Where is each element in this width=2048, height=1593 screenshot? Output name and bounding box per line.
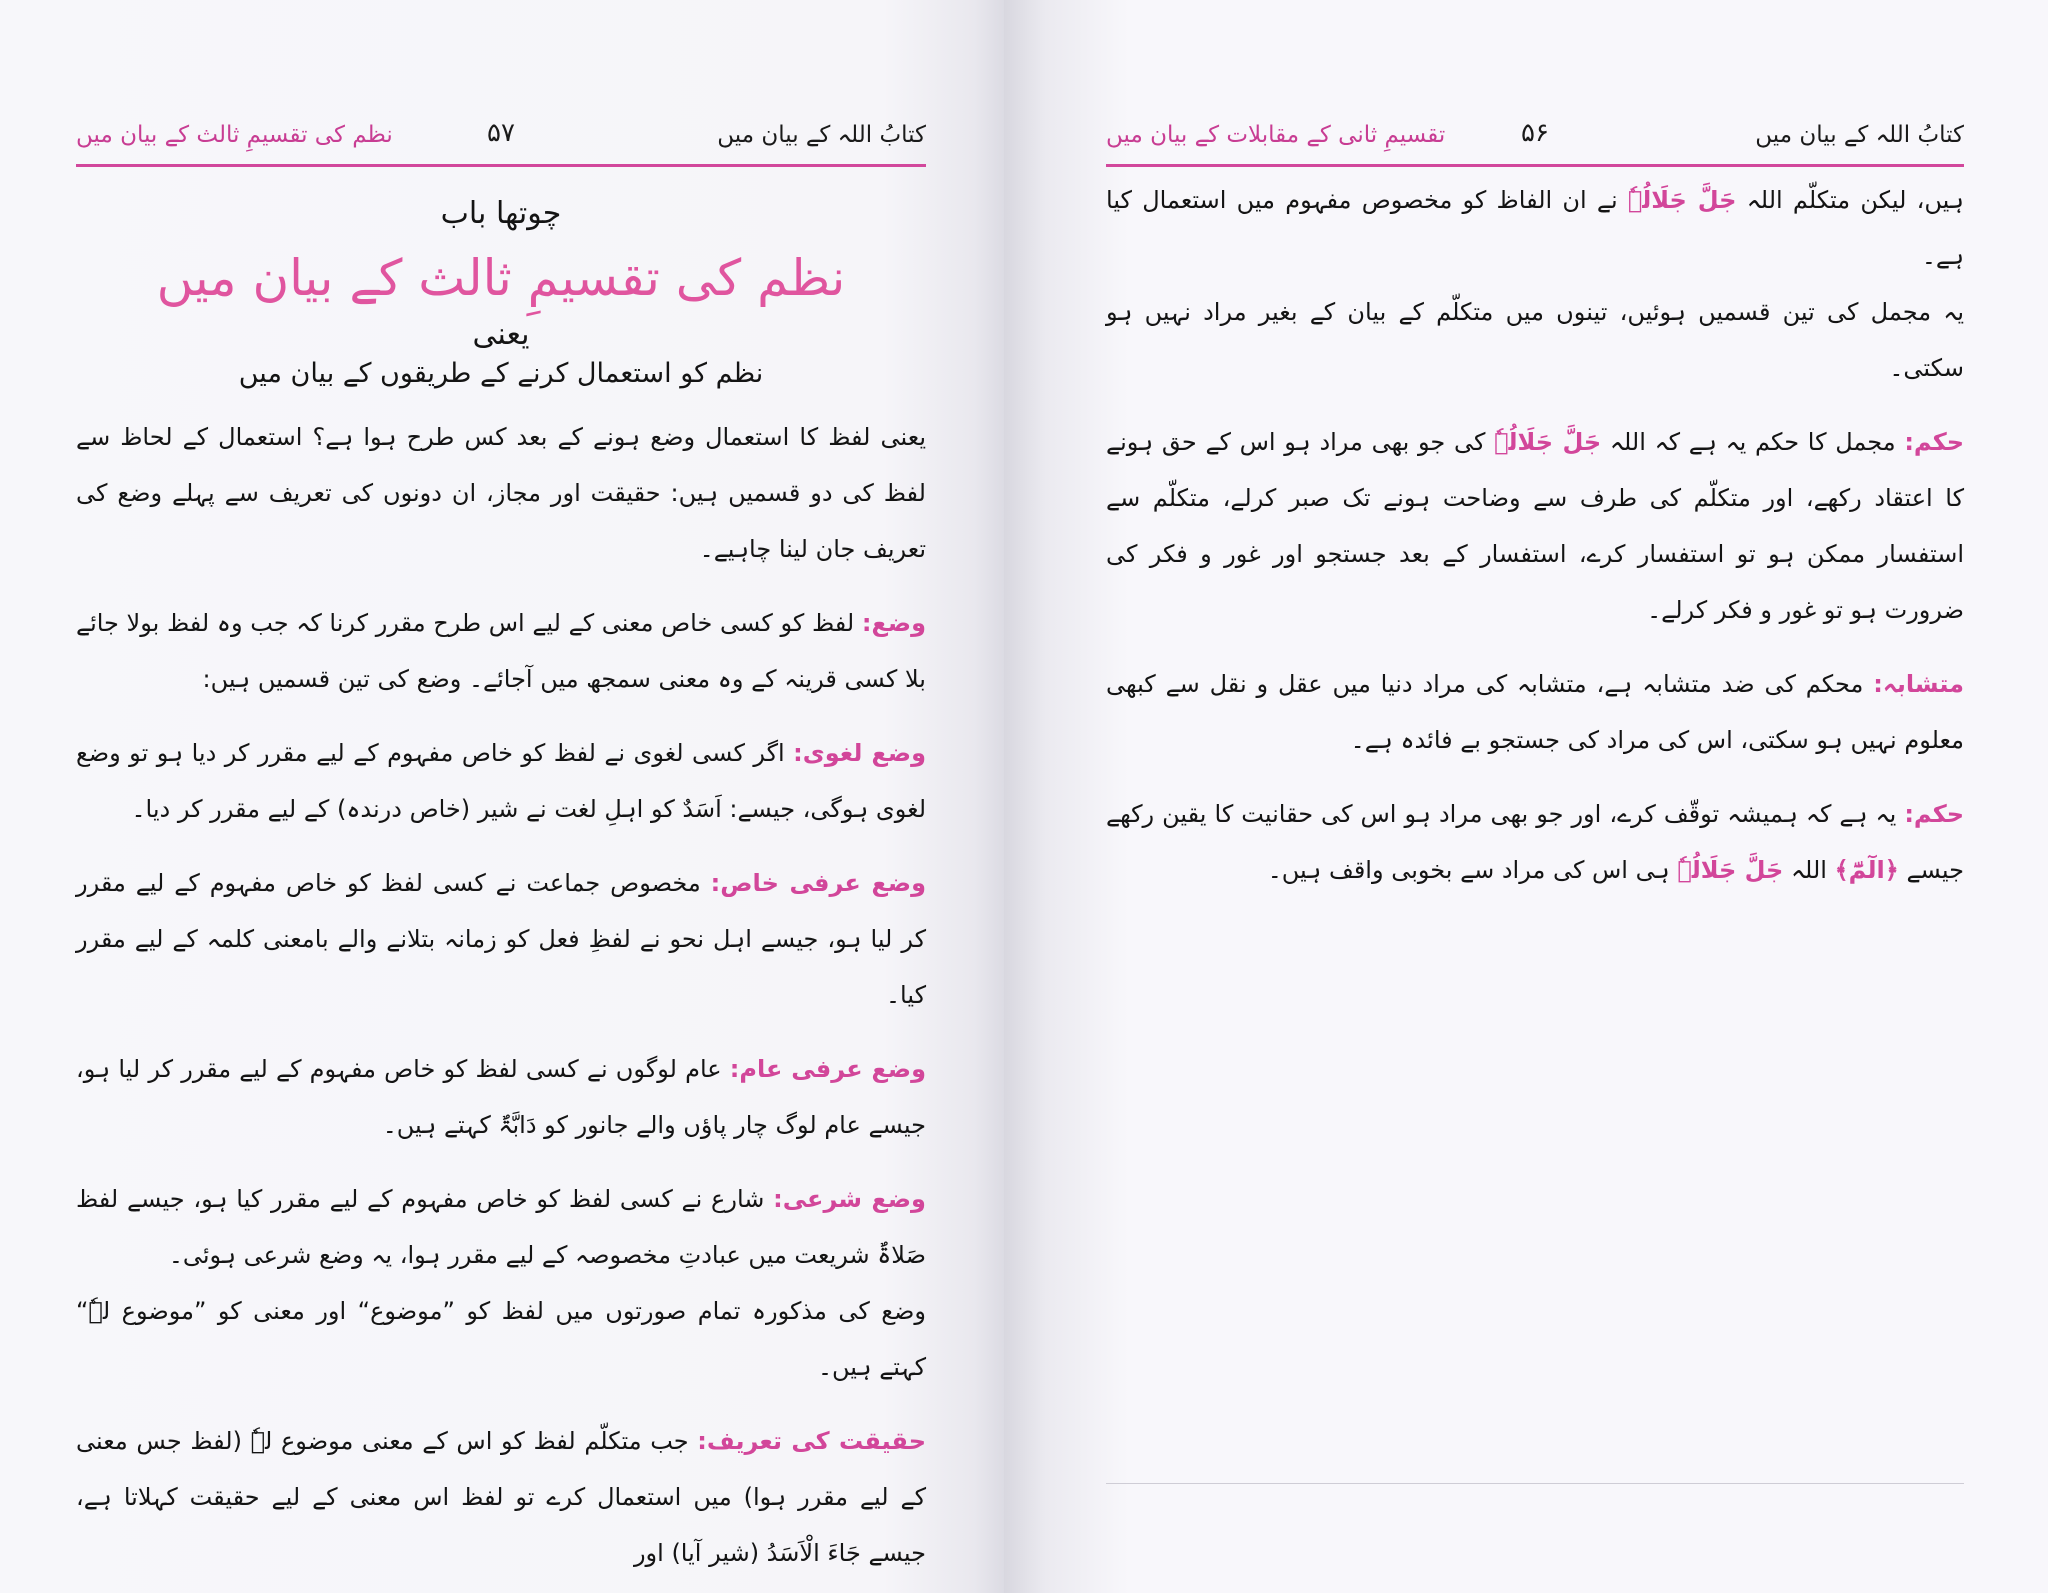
p2-text: یہ مجمل کی تین قسمیں ہوئیں، تینوں میں متکلّم کے بیان کے بغیر مراد نہیں ہو سکتی۔: [1106, 298, 1964, 382]
left-page-header: [76, 118, 926, 167]
wad-shari-text: شارع نے کسی لفظ کو خاص مفہوم کے لیے مقرر کیا ہو، جیسے لفظ صَلاۃٌ شریعت میں عبادتِ مخصوصہ کے لیے مقرر ہوا، یہ وضع شرعی ہوئی۔: [76, 1185, 926, 1269]
right-page: [1004, 0, 2048, 1593]
summary-paragraph: [76, 1283, 926, 1395]
wad-text: لفظ کو کسی خاص معنی کے لیے اس طرح مقرر کرنا کہ جب وہ لفظ بولا جائے بلا کسی قرینہ کے وہ معنی سمجھ میں آجائے۔ وضع کی تین قسمیں ہیں:: [76, 609, 926, 693]
hukm2-text-b: اللہ: [1790, 856, 1827, 884]
intro-paragraph: [76, 409, 926, 577]
wad-urfi-khas-text: مخصوص جماعت نے کسی لفظ کو خاص مفہوم کے لیے مقرر کر لیا ہو، جیسے اہل نحو نے لفظِ فعل کو زمانہ بتلانے والے بامعنی کلمہ کے لیے مقرر کیا۔: [76, 869, 926, 1009]
term-wad-lughawi: وضع لغوی:: [793, 739, 927, 767]
definition-wad-urfi-khas: [76, 855, 926, 1023]
p1-text-a: ہیں، لیکن متکلّم اللہ: [1746, 186, 1964, 214]
header-book-title: کتابُ اللہ کے بیان میں: [1755, 122, 1964, 148]
term-haqiqat: حقیقت کی تعریف:: [697, 1427, 926, 1455]
term-wad-urfi-aam: وضع عرفی عام:: [729, 1055, 926, 1083]
paragraph-1: [1106, 172, 1964, 284]
intro-text: یعنی لفظ کا استعمال وضع ہونے کے بعد کس طرح ہوا ہے؟ استعمال کے لحاظ سے لفظ کی دو قسمیں ہیں: حقیقت اور مجاز، ان دونوں کی تعریف سے پہلے وضع کی تعریف جان لینا چاہیے۔: [76, 423, 926, 563]
left-page-content: [76, 196, 926, 1593]
term-hukm: حکم:: [1904, 800, 1964, 828]
definition-wad-urfi-aam: [76, 1041, 926, 1153]
definition-wad: [76, 595, 926, 707]
haqiqat-text: جب متکلّم لفظ کو اس کے معنی موضوع لہٗ (لفظ جس معنی کے لیے مقرر ہوا) میں استعمال کرے تو لفظ اس معنی کے لیے حقیقت کہلاتا ہے، جیسے جَاءَ الْاَسَدُ (شیر آیا) اور: [76, 1427, 926, 1567]
term-wad-urfi-khas: وضع عرفی خاص:: [710, 869, 926, 897]
definition-wad-shari: [76, 1171, 926, 1283]
chapter-title: نظم کی تقسیمِ ثالث کے بیان میں: [156, 249, 846, 307]
hukm-mujmal: [1106, 414, 1964, 638]
header-chapter-title: نظم کی تقسیمِ ثالث کے بیان میں: [76, 122, 393, 148]
allah-honorific: جَلَّ جَلَالُہٗ: [1494, 428, 1602, 456]
term-wad: وضع:: [861, 609, 926, 637]
chapter-label: چوتھا باب: [440, 196, 562, 231]
definition-haqiqat: [76, 1413, 926, 1581]
summary-text: وضع کی مذکورہ تمام صورتوں میں لفظ کو ”موضوع“ اور معنی کو ”موضوع لہٗ“ کہتے ہیں۔: [76, 1297, 926, 1381]
chapter-subtitle-1: یعنی: [472, 317, 530, 352]
allah-honorific: جَلَّ جَلَالُہٗ: [1677, 856, 1784, 884]
page-bottom-rule: [1106, 1483, 1964, 1484]
hukm2-text-c: ہی اس کی مراد سے بخوبی واقف ہیں۔: [1267, 856, 1670, 884]
term-wad-shari: وضع شرعی:: [773, 1185, 926, 1213]
paragraph-2: [1106, 284, 1964, 396]
term-mutashabih: متشابہ:: [1873, 670, 1964, 698]
definition-wad-lughawi: [76, 725, 926, 837]
header-book-title: کتابُ اللہ کے بیان میں: [717, 122, 926, 148]
allah-honorific: جَلَّ جَلَالُہٗ: [1627, 186, 1737, 214]
hukm-mutashabih: [1106, 786, 1964, 898]
hukm2-text-a: یہ ہے کہ ہمیشہ توقّف کرے، اور جو بھی مراد ہو اس کی حقانیت کا یقین رکھے جیسے: [1106, 800, 1964, 884]
wad-urfi-aam-text: عام لوگوں نے کسی لفظ کو خاص مفہوم کے لیے مقرر کر لیا ہو، جیسے عام لوگ چار پاؤں والے جانور کو دَابَّۃٌ کہتے ہیں۔: [76, 1055, 926, 1139]
page-number: ۵۶: [1521, 118, 1549, 148]
term-hukm: حکم:: [1904, 428, 1964, 456]
hukm1-text-a: مجمل کا حکم یہ ہے کہ اللہ: [1609, 428, 1896, 456]
mutashabih-text: محکم کی ضد متشابہ ہے، متشابہ کی مراد دنیا میں عقل و نقل سے کبھی معلوم نہیں ہو سکتی، اس کی مراد کی جستجو بے فائدہ ہے۔: [1106, 670, 1964, 754]
left-page: [0, 0, 1004, 1593]
p1-text-b: نے ان الفاظ کو مخصوص مفہوم میں استعمال کیا ہے۔: [1106, 186, 1964, 270]
right-page-header: [1106, 118, 1964, 167]
chapter-subtitle-2: نظم کو استعمال کرنے کے طریقوں کے بیان میں: [238, 358, 764, 389]
hukm1-text-b: کی جو بھی مراد ہو اس کے حق ہونے کا اعتقاد رکھے، اور متکلّم کی طرف سے وضاحت ہونے تک صبر کرلے، متکلّم سے استفسار ممکن ہو تو استفسار کرے، استفسار کے بعد جستجو اور غور و فکر کی ضرورت ہو تو غور و فکر کرلے۔: [1106, 428, 1964, 624]
wad-lughawi-text: اگر کسی لغوی نے لفظ کو خاص مفہوم کے لیے مقرر کر دیا ہو تو وضع لغوی ہوگی، جیسے: اَسَدٌ کو اہلِ لغت نے شیر (خاص درندہ) کے لیے مقرر کر دیا۔: [76, 739, 926, 823]
definition-mutashabih: [1106, 656, 1964, 768]
header-chapter-title: تقسیمِ ثانی کے مقابلات کے بیان میں: [1106, 122, 1446, 148]
page-number: ۵۷: [487, 118, 515, 148]
quran-letters: ﴿الٓمّٓ﴾: [1834, 856, 1899, 884]
right-page-content: [1106, 172, 1964, 916]
